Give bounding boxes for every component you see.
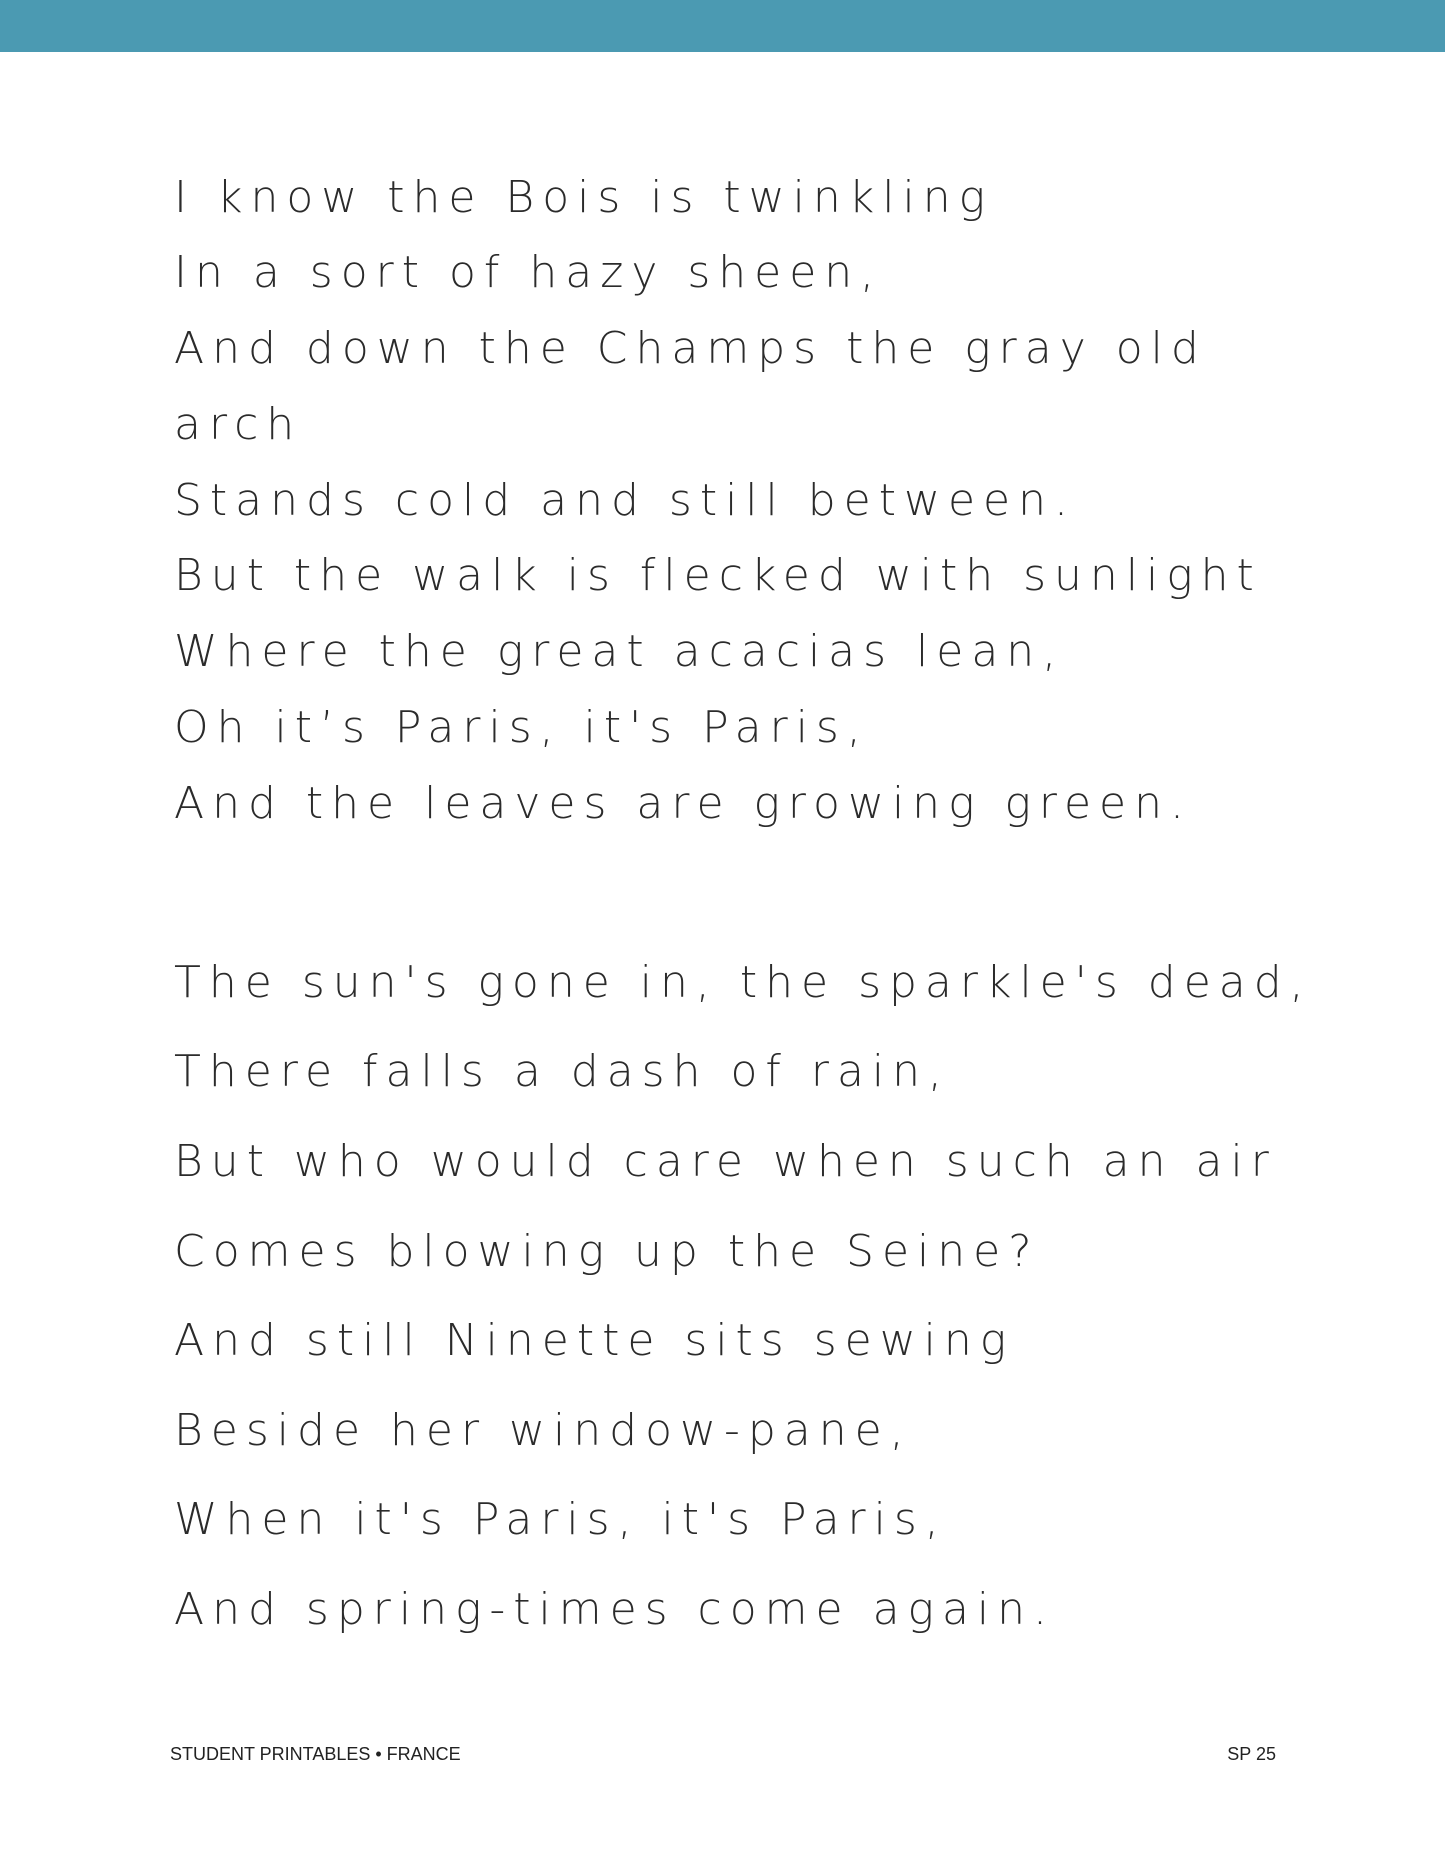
poem-line: Stands cold and still between. — [174, 475, 1076, 526]
poem-line: And still Ninette sits sewing — [174, 1315, 1015, 1366]
poem-line: But the walk is flecked with sunlight — [174, 550, 1262, 601]
poem-line: And down the Champs the gray old — [174, 323, 1207, 374]
poem-line: There falls a dash of rain, — [174, 1046, 951, 1097]
poem-line: Oh it’s Paris, it's Paris, — [174, 702, 869, 753]
poem-line: Where the great acacias lean, — [174, 626, 1065, 677]
poem-line: Comes blowing up the Seine? — [174, 1226, 1040, 1277]
header-band — [0, 0, 1445, 52]
poem-line: arch — [174, 399, 303, 450]
page-number: SP 25 — [1227, 1744, 1276, 1764]
poem-line: But who would care when such an air — [174, 1136, 1277, 1187]
poem-line: I know the Bois is twinkling — [174, 172, 993, 223]
poem-line: When it's Paris, it's Paris, — [174, 1494, 947, 1545]
poem-line: The sun's gone in, the sparkle's dead, — [174, 957, 1312, 1008]
poem-line: Beside her window-pane, — [174, 1405, 912, 1456]
poem-line: And the leaves are growing green. — [174, 778, 1192, 829]
poem-line: And spring-times come again. — [174, 1584, 1056, 1635]
footer-series-label: STUDENT PRINTABLES • FRANCE — [170, 1744, 461, 1764]
poem-line: In a sort of hazy sheen, — [174, 247, 883, 298]
